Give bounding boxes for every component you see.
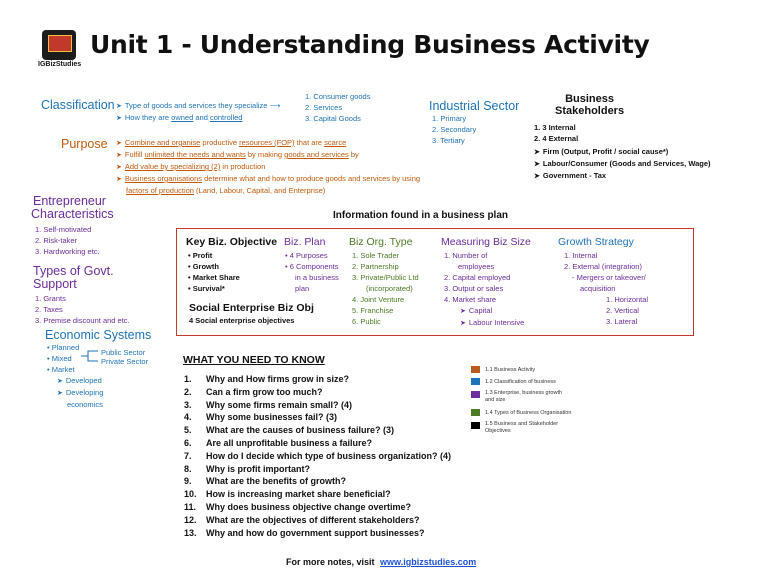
org-item: 3. Private/Public Ltd [352,273,419,282]
govt-support-item: 1. Grants [35,294,66,303]
org-item: (incorporated) [366,284,413,293]
objective-item: Market Share [192,273,240,282]
mixed-sub: Private Sector [101,357,149,366]
stakeholders-list [534,122,578,144]
chalkboard-icon [48,35,72,52]
objective-item: Profit [192,251,213,260]
plan-item: 4 Purposes [289,251,328,260]
plan-heading: Biz. Plan [284,236,326,248]
legend-swatch [471,391,480,398]
entrepreneur-list [35,224,100,257]
growth-sub: 2. Vertical [606,306,639,315]
org-list [352,250,419,327]
entrepreneur-item: 2. Risk-taker [35,236,78,245]
govt-support-item: 3. Premise discount and etc. [35,316,130,325]
entrepreneur-heading [31,195,114,221]
org-item: 6. Public [352,317,381,326]
industrial-item: 2. Secondary [432,125,477,134]
measuring-item: 4. Market share [444,295,497,304]
classification-lines: ➤ Type of goods and services they specialize ⟶ ➤ How they are owned and controlled [116,101,281,122]
legend-label: 1.5 Business and Stakeholder Objectives [485,421,559,434]
question-item: 6. Are all unprofitable business a failure? [184,437,373,448]
question-item: 7. How do I decide which type of business organization? (4) [184,450,452,461]
purpose-heading: Purpose [61,137,108,151]
arrow-right-icon: ⟶ [269,101,281,110]
measuring-list: 1. Number of employees 2. Capital employed 3. Output or sales 4. Market share ➤ Capital ➤ Labour Intensive [444,251,525,327]
economic-item: Mixed [51,354,72,363]
stakeholders-heading-1: Business [565,93,614,105]
entrepreneur-heading-2: Characteristics [31,207,114,221]
questions-list [184,373,451,539]
growth-item: - Mergers or takeover/ [572,273,646,282]
question-item: 2. Can a firm grow too much? [184,386,323,397]
org-item: 2. Partnership [352,262,399,271]
growth-sub: 1. Horizontal [606,295,649,304]
growth-item: acquisition [580,284,616,293]
legend [471,366,581,435]
question-item: 9. What are the benefits of growth? [184,476,347,487]
page-title: Unit 1 - Understanding Business Activity [90,30,650,59]
market-sub: economics [67,400,103,409]
economic-heading: Economic Systems [45,328,152,342]
need-to-know-heading: WHAT YOU NEED TO KNOW [183,354,325,366]
govt-support-item: 2. Taxes [35,305,63,314]
stakeholders-item: 2. 4 External [534,134,579,143]
measuring-item: 2. Capital employed [444,273,511,282]
economic-item: Planned [51,343,80,352]
social-text: 4 Social enterprise objectives [189,316,295,325]
govt-support-heading [33,265,114,291]
objective-list: • Profit • Growth • Market Share • Survival* [188,251,240,293]
plan-item: plan [295,284,310,293]
entrepreneur-item: 1. Self-motivated [35,225,92,234]
objective-item: Growth [192,262,219,271]
plan-item: in a business [295,273,339,282]
question-item: 10. How is increasing market share beneficial? [184,489,391,500]
question-item: 1. Why and How firms grow in size? [184,374,350,384]
growth-list [564,250,648,327]
plan-list: • 4 Purposes • 6 Components in a business plan [285,251,339,293]
org-item: 4. Joint Venture [352,295,405,304]
objective-heading: Key Biz. Objective [186,236,278,248]
question-item: 11. Why does business objective change overtime? [184,501,412,512]
connector-icon [80,348,100,366]
market-sub: Developed [65,376,102,385]
question-item: 12. What are the objectives of different stakeholders? [184,514,420,525]
goods-item: 2. Services [305,103,343,112]
stakeholder-bullet: Firm (Output, Profit / social cause*) [542,147,669,156]
question-item: 3. Why some firms remain small? (4) [184,399,353,410]
industrial-item: 3. Tertiary [432,136,465,145]
measuring-sub: Capital [468,306,493,315]
goods-list [305,91,370,124]
classification-heading: Classification [41,98,115,112]
growth-sub: 3. Lateral [606,317,638,326]
stakeholder-bullet: Government - Tax [542,171,607,180]
org-heading: Biz Org. Type [349,236,413,248]
measuring-sub: Labour Intensive [468,318,525,327]
measuring-heading: Measuring Biz Size [441,236,531,248]
logo-text: IGBizStudies [38,61,82,68]
stakeholders-bullets: ➤ Firm (Output, Profit / social cause*) ➤ Labour/Consumer (Goods and Services, Wage) ➤ Government - Tax [534,147,711,180]
legend-label: 1.3 Enterprise, business growth and size [485,390,563,403]
business-plan-title: Information found in a business plan [333,210,509,221]
legend-label: 1.4 Types of Business Organisation [485,409,572,416]
goods-item: 1. Consumer goods [305,92,371,101]
economic-item: Market [51,365,75,374]
measuring-item: 3. Output or sales [444,284,504,293]
question-item: 5. What are the causes of business failure? (3) [184,425,395,436]
govt-support-list [35,293,130,326]
govt-support-heading-1: Types of Govt. [33,264,114,278]
objective-item: Survival* [192,284,225,293]
purpose-lines: ➤ Combine and organise productive resources (FOP) that are scarce ➤ Fulfill unlimited the needs and wants by making goods and services by ➤ Add value by specializing (2) in production ➤ Business organisations determine what and how to produce goods and services by using factors of production (Land, Labour, Capital, and Enterprise) [116,138,421,195]
legend-swatch [471,378,480,385]
question-item: 13. Why and how do government support businesses? [184,527,425,538]
mixed-sub-list [101,348,148,366]
entrepreneur-item: 3. Hardworking etc. [35,247,100,256]
growth-item: 2. External (integration) [564,262,642,271]
growth-heading: Growth Strategy [558,236,634,248]
classification-line-1: Type of goods and services they specialize [124,101,268,110]
growth-item: 1. Internal [564,251,598,260]
footer [286,557,476,567]
legend-swatch [471,422,480,429]
industrial-list [432,113,476,146]
footer-text: For more notes, visit [286,557,375,567]
measuring-item: employees [458,262,495,271]
measuring-item: 1. Number of [444,251,488,260]
org-item: 1. Sole Trader [352,251,400,260]
industrial-heading: Industrial Sector [429,99,520,113]
mixed-sub: Public Sector [101,348,146,357]
footer-link[interactable]: www.igbizstudies.com [380,557,477,567]
plan-item: 6 Components [289,262,339,271]
stakeholders-heading [555,93,624,117]
question-item: 4. Why some businesses fail? (3) [184,412,338,423]
legend-label: 1.2 Classification of business [485,378,556,385]
market-sub: Developing [65,388,104,397]
goods-item: 3. Capital Goods [305,114,361,123]
entrepreneur-heading-1: Entrepreneur [33,194,106,208]
stakeholders-item: 1. 3 Internal [534,123,576,132]
legend-swatch [471,366,480,373]
economic-list: • Planned • Mixed • Market ➤ Developed ➤ Developing economics [47,343,104,409]
social-heading: Social Enterprise Biz Obj [189,302,314,314]
question-item: 8. Why is profit important? [184,463,310,474]
org-item: 5. Franchise [352,306,394,315]
legend-swatch [471,409,480,416]
industrial-item: 1. Primary [432,114,467,123]
stakeholder-bullet: Labour/Consumer (Goods and Services, Wage) [542,159,711,168]
govt-support-heading-2: Support [33,277,77,291]
legend-label: 1.1 Business Activity [485,366,536,373]
stakeholders-heading-2: Stakeholders [555,105,625,117]
